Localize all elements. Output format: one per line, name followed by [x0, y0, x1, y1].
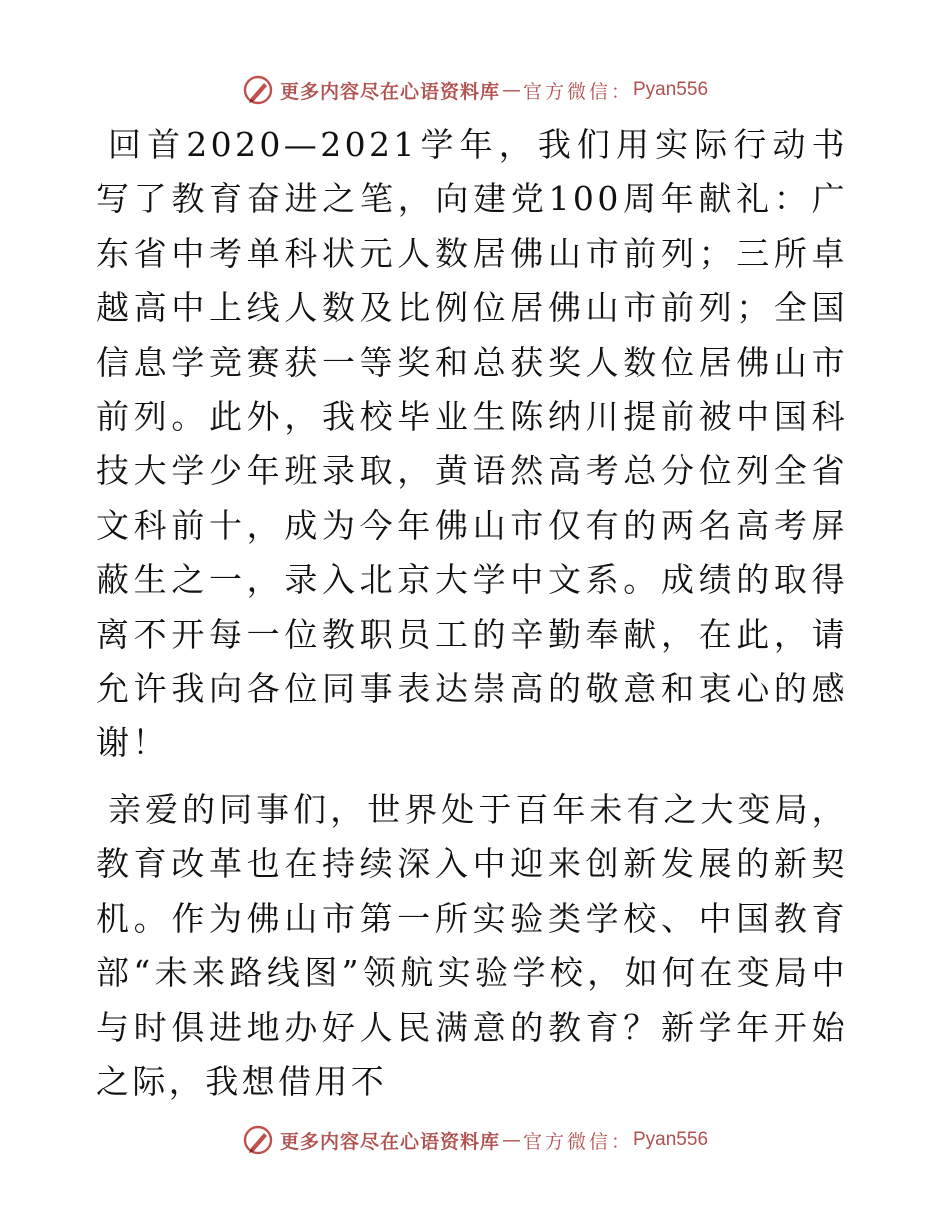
pen-logo-icon	[242, 1124, 274, 1156]
watermark-dash: —	[501, 79, 521, 101]
watermark-wechat-id: Pyan556	[633, 79, 709, 100]
watermark-label: 官方微信：	[522, 80, 633, 103]
header-watermark	[0, 72, 950, 108]
paragraph-colleagues: 亲爱的同事们，世界处于百年未有之大变局，教育改革也在持续深入中迎来创新发展的新契机。作为佛山市第一所实验类学校、中国教育部“未来路线图”领航实验学校，如何在变局中与时俱进地办好人民满意的教育？新学年开始之际，我想借用不	[96, 789, 848, 1101]
watermark-label: 官方微信：	[522, 1130, 633, 1153]
watermark-brand: 更多内容尽在心语资料库	[279, 1130, 500, 1153]
watermark-brand: 更多内容尽在心语资料库	[279, 80, 500, 103]
document-body	[96, 118, 848, 1109]
pen-logo-icon	[242, 74, 274, 106]
paragraph-review: 回首2020—2021学年，我们用实际行动书写了教育奋进之笔，向建党100周年献礼：广东省中考单科状元人数居佛山市前列；三所卓越高中上线人数及比例位居佛山市前列；全国信息学竞赛获一等奖和总获奖人数位居佛山市前列。此外，我校毕业生陈纳川提前被中国科技大学少年班录取，黄语然高考总分位列全省文科前十，成为今年佛山市仅有的两名高考屏蔽生之一，录入北京大学中文系。成绩的取得离不开每一位教职员工的辛勤奉献，在此，请允许我向各位同事表达崇高的敬意和衷心的感谢！	[96, 125, 848, 763]
watermark-dash: —	[501, 1129, 521, 1151]
watermark-wechat-id: Pyan556	[633, 1129, 709, 1150]
footer-watermark	[0, 1122, 950, 1158]
